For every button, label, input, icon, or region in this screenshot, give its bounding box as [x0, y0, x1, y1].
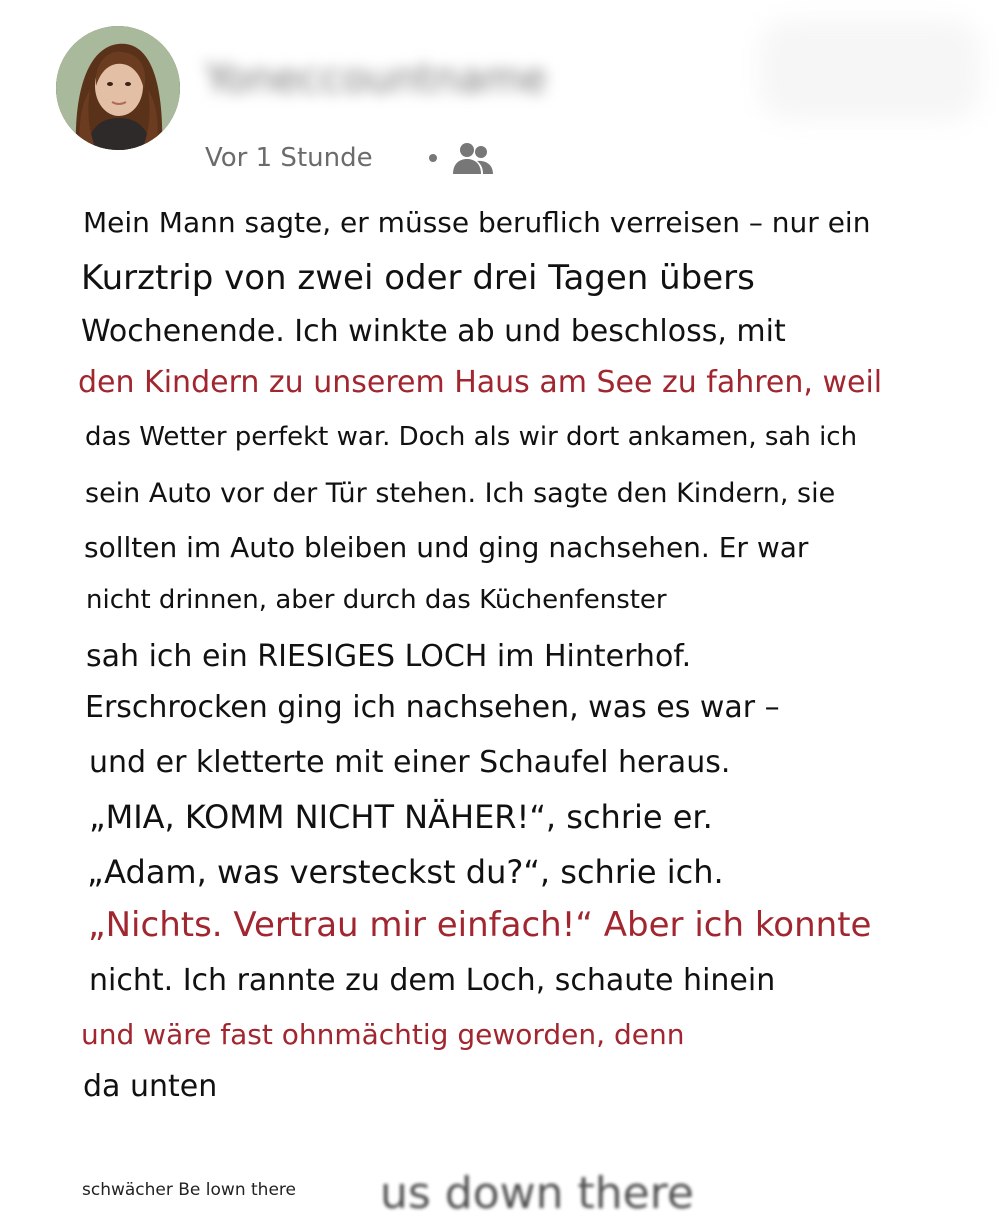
- text-line-9: sah ich ein RIESIGES LOCH im Hinterhof.: [86, 639, 692, 674]
- text-line-3: Wochenende. Ich winkte ab und beschloss, mit: [81, 314, 786, 349]
- author-name[interactable]: Yoneccountname: [205, 56, 547, 102]
- people-icon[interactable]: [451, 138, 495, 178]
- text-line-8: nicht drinnen, aber durch das Küchenfenster: [86, 585, 667, 615]
- text-line-12: „MIA, KOMM NICHT NÄHER!“, schrie er.: [89, 798, 713, 836]
- text-line-4-highlight: den Kindern zu unserem Haus am See zu fahren, weil: [78, 365, 883, 400]
- text-line-5: das Wetter perfekt war. Doch als wir dort ankamen, sah ich: [85, 422, 858, 452]
- corner-blur: [760, 20, 980, 120]
- footer-caption: schwächer Be lown there: [82, 1180, 296, 1200]
- text-line-7: sollten im Auto bleiben und ging nachsehen. Er war: [84, 531, 809, 564]
- text-line-13: „Adam, was versteckst du?“, schrie ich.: [87, 853, 724, 891]
- text-line-17: da unten: [83, 1069, 218, 1104]
- post-timestamp[interactable]: Vor 1 Stunde: [205, 143, 373, 173]
- avatar-portrait: [56, 26, 180, 150]
- text-line-10: Erschrocken ging ich nachsehen, was es war –: [85, 690, 780, 725]
- text-line-1: Mein Mann sagte, er müsse beruflich verreisen – nur ein: [83, 206, 871, 239]
- ghost-overlay-text: us down there: [380, 1168, 694, 1219]
- author-avatar[interactable]: [56, 26, 180, 150]
- text-line-11: und er kletterte mit einer Schaufel heraus.: [89, 745, 731, 780]
- text-line-14-highlight: „Nichts. Vertrau mir einfach!“ Aber ich konnte: [88, 905, 872, 945]
- text-line-16-highlight: und wäre fast ohnmächtig geworden, denn: [81, 1018, 685, 1051]
- text-line-2: Kurztrip von zwei oder drei Tagen übers: [81, 258, 755, 298]
- text-line-15: nicht. Ich rannte zu dem Loch, schaute hinein: [89, 963, 776, 998]
- post-meta: [205, 138, 495, 178]
- text-line-6: sein Auto vor der Tür stehen. Ich sagte den Kindern, sie: [85, 478, 836, 509]
- separator-dot: [429, 154, 437, 162]
